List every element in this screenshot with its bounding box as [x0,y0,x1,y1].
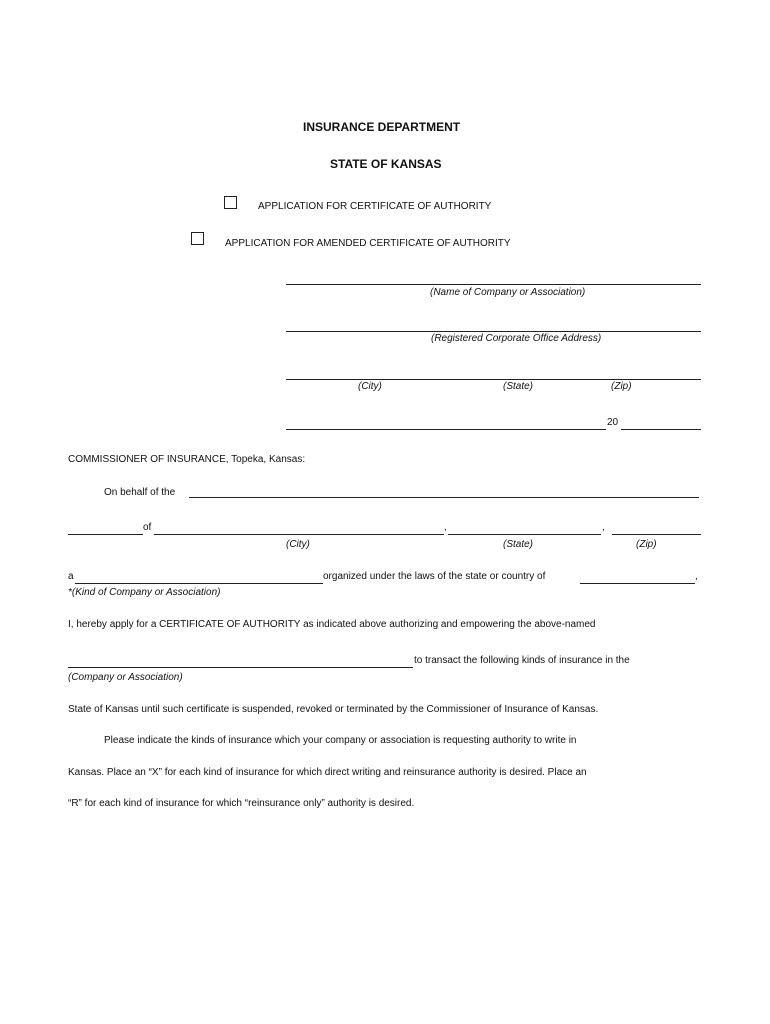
organized-a: a [68,571,74,582]
company-name-line[interactable] [286,284,701,285]
organized-comma: , [695,571,698,582]
amended-option-label: APPLICATION FOR AMENDED CERTIFICATE OF AUTHORITY [225,238,511,249]
department-title: INSURANCE DEPARTMENT [303,120,461,134]
office-address-line[interactable] [286,331,701,332]
company-association-caption: (Company or Association) [68,672,183,683]
state-title: STATE OF KANSAS [330,157,442,171]
office-address-caption: (Registered Corporate Office Address) [431,333,602,344]
kind-of-company-caption: *(Kind of Company or Association) [68,587,221,598]
organized-text: organized under the laws of the state or country of [323,571,546,582]
transact-text: to transact the following kinds of insurance in the [414,655,630,666]
kind-of-company-line[interactable] [75,583,323,584]
behalf-state-caption: (State) [503,539,534,550]
behalf-prefix: On behalf of the [104,487,176,498]
behalf-of-text: of [143,522,152,533]
company-name-caption: (Name of Company or Association) [430,287,586,298]
certificate-checkbox[interactable] [224,196,237,209]
city-state-zip-line[interactable] [286,379,701,380]
indicate-line: Please indicate the kinds of insurance which your company or association is requesting authority to write in [104,735,577,746]
apply-line: I, hereby apply for a CERTIFICATE OF AUTHORITY as indicated above authorizing and empowering the above-named [68,619,596,630]
until-line: State of Kansas until such certificate is suspended, revoked or terminated by the Commissioner of Insurance of Kansas. [68,704,599,715]
behalf-city-line[interactable] [154,534,444,535]
year-prefix: 20 [607,417,619,428]
behalf-street-line[interactable] [68,534,143,535]
amended-certificate-checkbox[interactable] [191,232,204,245]
place-line: Kansas. Place an “X” for each kind of insurance for which direct writing and reinsurance authority is desired. Place an [68,767,587,778]
certificate-option-label: APPLICATION FOR CERTIFICATE OF AUTHORITY [258,201,492,212]
behalf-zip-caption: (Zip) [636,539,657,550]
state-caption: (State) [503,381,534,392]
company-association-line[interactable] [68,667,413,668]
date-line[interactable] [286,429,606,430]
zip-caption: (Zip) [611,381,632,392]
behalf-comma-1: , [444,522,447,533]
city-caption: (City) [358,381,382,392]
behalf-zip-line[interactable] [612,534,701,535]
salutation: COMMISSIONER OF INSURANCE, Topeka, Kansas: [68,454,306,465]
behalf-city-caption: (City) [286,539,310,550]
behalf-state-line[interactable] [448,534,601,535]
behalf-comma-2: , [602,522,605,533]
year-line[interactable] [621,429,701,430]
behalf-name-line[interactable] [189,497,699,498]
country-line[interactable] [580,583,695,584]
r-line: “R” for each kind of insurance for which “reinsurance only” authority is desired. [68,798,415,809]
